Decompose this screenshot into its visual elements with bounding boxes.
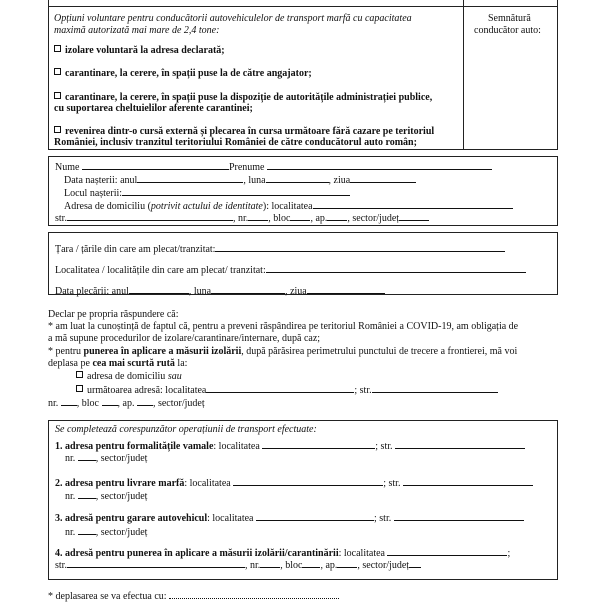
option-izolare[interactable]: izolare voluntară la adresa declarată; [54, 45, 225, 57]
a4-ap-input[interactable] [337, 558, 357, 568]
sau-label: sau [167, 371, 182, 382]
declaration-l5 [48, 358, 187, 370]
ap-input[interactable] [327, 211, 347, 221]
a4-bloc-label: , bloc [280, 560, 303, 571]
decl-l5a: deplasa pe [48, 358, 93, 369]
alta-bloc-input[interactable] [102, 396, 118, 406]
deplasarea-label: * deplasarea se va efectua cu: [48, 591, 167, 602]
alta-nr-input[interactable] [61, 396, 77, 406]
a3-nr-label: nr. [65, 527, 76, 538]
luna-label: , luna [243, 175, 266, 186]
checkbox-izolare[interactable] [54, 45, 61, 52]
ziua-plecare-label: , ziua [285, 286, 307, 297]
checkbox-alta-adresa[interactable] [76, 385, 83, 392]
luna-nastere-input[interactable] [266, 173, 329, 183]
alta-adresa-label: următoarea adresă: localitatea [87, 385, 207, 396]
a4-str-input[interactable] [67, 558, 245, 568]
address-2-row [55, 476, 533, 490]
a4-sector-label: , sector/județ [357, 560, 410, 571]
data-plecarii-row [55, 284, 385, 298]
alta-adresa-row-2 [48, 396, 205, 410]
nume-row [55, 160, 492, 174]
nume-input[interactable] [82, 160, 229, 170]
a2-num: 2. [55, 478, 63, 489]
deplasarea-row [48, 589, 339, 603]
bloc-input[interactable] [290, 211, 310, 221]
localitatea-plecare-row [55, 263, 526, 277]
a4-num: 4. [55, 548, 63, 559]
a3-num: 3. [55, 513, 63, 524]
nume-label: Nume [55, 162, 80, 173]
a1-str-label: ; str. [375, 441, 393, 452]
operations-heading: Se completează corespunzător operațiunii de transport efectuate: [55, 424, 317, 435]
checkbox-carantinare-autoritati[interactable] [54, 92, 61, 99]
data-nasterii-label: Data nașterii: anul [64, 175, 138, 186]
a2-localitatea-input[interactable] [233, 476, 383, 486]
ap-label: , ap. [310, 213, 328, 224]
declar-line: Declar pe propria răspundere că: [48, 309, 179, 320]
an-plecare-input[interactable] [129, 284, 189, 294]
option-revenire-2: României, inclusiv tranzitul teritoriului României de către conducătorul auto român; [54, 137, 417, 148]
sector-label: , sector/județ [347, 213, 400, 224]
a4-nr-label: , nr. [244, 560, 261, 571]
option-carantinare-autoritati[interactable]: carantinare, la cerere, în spații puse la dispoziție de autoritățile administrației publice, [54, 92, 432, 104]
a3-nr-input[interactable] [78, 525, 96, 535]
address-1-row-2 [65, 451, 147, 465]
signature-field[interactable] [465, 40, 555, 145]
nr-input[interactable] [248, 211, 268, 221]
checkbox-revenire[interactable] [54, 126, 61, 133]
a4-sector-input[interactable] [409, 558, 421, 568]
a3-label: adresă pentru garare autovehicul [65, 513, 208, 524]
a1-str-input[interactable] [395, 439, 525, 449]
a1-num: 1. [55, 441, 63, 452]
adresa-row-2 [55, 211, 429, 225]
a4-ap-label: , ap. [320, 560, 338, 571]
luna-plecare-label: , luna [188, 286, 212, 297]
alta-adresa-localitatea-input[interactable] [206, 383, 354, 393]
deplasarea-input[interactable] [169, 589, 339, 599]
option-alta-adresa[interactable] [76, 383, 498, 397]
nr-label: , nr. [232, 213, 249, 224]
a3-str-label: ; str. [374, 513, 392, 524]
a2-localitatea-label: : localitatea [184, 478, 231, 489]
an-nastere-input[interactable] [137, 173, 243, 183]
a1-localitatea-label: : localitatea [213, 441, 260, 452]
a2-label: adresa pentru livrare marfă [65, 478, 185, 489]
str-input[interactable] [67, 211, 233, 221]
a4-localitatea-input[interactable] [387, 546, 507, 556]
options-intro-2: maximă autorizată mai mare de 2,4 tone: [54, 25, 220, 36]
prenume-input[interactable] [267, 160, 492, 170]
options-intro-1: Opțiuni voluntare pentru conducătorii autovehiculelor de transport marfă cu capacitatea [54, 13, 412, 24]
ziua-label: , ziua [328, 175, 351, 186]
address-2-row-2 [65, 489, 147, 503]
tara-input[interactable] [215, 242, 505, 252]
tara-label: Țara / țările din care am plecat/tranzitat: [55, 244, 216, 255]
alta-ap-label: , ap. [117, 398, 135, 409]
adresa-label: Adresa de domiciliu ( [64, 201, 151, 212]
a4-nr-input[interactable] [260, 558, 280, 568]
declaration-l2: * am luat la cunoștință de faptul că, pentru a preveni răspândirea pe teritoriul României a COVID-19, am obligația de [48, 321, 519, 332]
a3-localitatea-input[interactable] [256, 511, 374, 521]
decl-l4c: , după părăsirea perimetrului punctului de trecere a frontierei, mă voi [241, 346, 518, 357]
localitatea-plecare-label: Localitatea / localitățile din care am plecat/ tranzitat: [55, 265, 266, 276]
a2-str-label: ; str. [383, 478, 401, 489]
address-4-row-2 [55, 558, 421, 572]
a4-label: adresă pentru punerea în aplicare a măsurii izolării/carantinării [65, 548, 339, 559]
alta-nr-label: nr. [48, 398, 59, 409]
prenume-label: Prenume [228, 162, 265, 173]
ziua-plecare-input[interactable] [307, 284, 385, 294]
declaration-l4 [48, 346, 517, 358]
option-carantinare-autoritati-2: cu suportarea cheltuielilor aferente carantinei; [54, 103, 253, 114]
a1-localitatea-input[interactable] [262, 439, 375, 449]
a4-str-label: str. [55, 560, 67, 571]
declaration-l3: a mă supune procedurilor de izolare/carantinare/internare, după caz; [48, 333, 321, 344]
ziua-nastere-input[interactable] [350, 173, 416, 183]
adresa-localitatea-input[interactable] [313, 199, 513, 209]
a3-str-input[interactable] [394, 511, 524, 521]
a3-sector-label: , sector/județ [95, 527, 148, 538]
adresa-label-italic: potrivit actului de identitate [150, 201, 263, 212]
option-domiciliu[interactable] [76, 371, 182, 383]
decl-l5c: la: [174, 358, 188, 369]
signature-label-2: conducător auto: [474, 25, 541, 36]
checkbox-domiciliu[interactable] [76, 371, 83, 378]
a2-str-input[interactable] [403, 476, 533, 486]
luna-plecare-input[interactable] [211, 284, 285, 294]
checkbox-carantinare-angajator[interactable] [54, 68, 61, 75]
a1-label: adresa pentru formalitățile vamale [65, 441, 214, 452]
signature-label-1: Semnătură [488, 13, 531, 24]
a2-nr-label: nr. [65, 491, 76, 502]
a4-localitatea-label: : localitatea [338, 548, 385, 559]
str-label: str. [55, 213, 67, 224]
sector-input[interactable] [399, 211, 429, 221]
locul-nasterii-label: Locul nașterii: [64, 188, 123, 199]
decl-l5b: cea mai scurtă rută [92, 358, 175, 369]
option-carantinare-angajator[interactable]: carantinare, la cerere, în spații puse la de către angajator; [54, 68, 312, 80]
alta-adresa-str-label: ; str. [354, 385, 372, 396]
bloc-label: , bloc [268, 213, 291, 224]
decl-l4a: * pentru [48, 346, 84, 357]
data-plecarii-label: Data plecării: anul [55, 286, 129, 297]
alta-ap-input[interactable] [137, 396, 153, 406]
decl-l4b: punerea în aplicare a măsurii izolării [83, 346, 242, 357]
tara-row [55, 242, 505, 256]
signature-column-divider [463, 0, 464, 149]
a4-bloc-input[interactable] [302, 558, 320, 568]
locul-nasterii-row [64, 186, 350, 200]
data-nasterii-row [64, 173, 416, 187]
a3-localitatea-label: : localitatea [207, 513, 254, 524]
a2-sector-label: , sector/județ [95, 491, 148, 502]
address-4-row: 4. adresă pentru punerea în aplicare a măsurii izolării/carantinării: localitatea ; [55, 548, 511, 559]
a1-nr-label: nr. [65, 453, 76, 464]
adresa-label-end: ): localitatea [262, 201, 313, 212]
a2-nr-input[interactable] [78, 489, 96, 499]
option-revenire[interactable]: revenirea dintr-o cursă externă și plecarea în cursa următoare fără cazare pe teritoriul [54, 126, 434, 138]
alta-bloc-label: , bloc [76, 398, 99, 409]
address-3-row [55, 511, 524, 525]
locul-nasterii-input[interactable] [122, 186, 350, 196]
address-3-row-2 [65, 525, 147, 539]
a1-nr-input[interactable] [78, 451, 96, 461]
domiciliu-label: adresa de domiciliu [87, 371, 168, 382]
alta-sector-label: , sector/județ [152, 398, 205, 409]
options-top-divider [49, 6, 557, 7]
alta-adresa-str-input[interactable] [372, 383, 498, 393]
localitatea-plecare-input[interactable] [266, 263, 526, 273]
a1-sector-label: , sector/județ [95, 453, 148, 464]
